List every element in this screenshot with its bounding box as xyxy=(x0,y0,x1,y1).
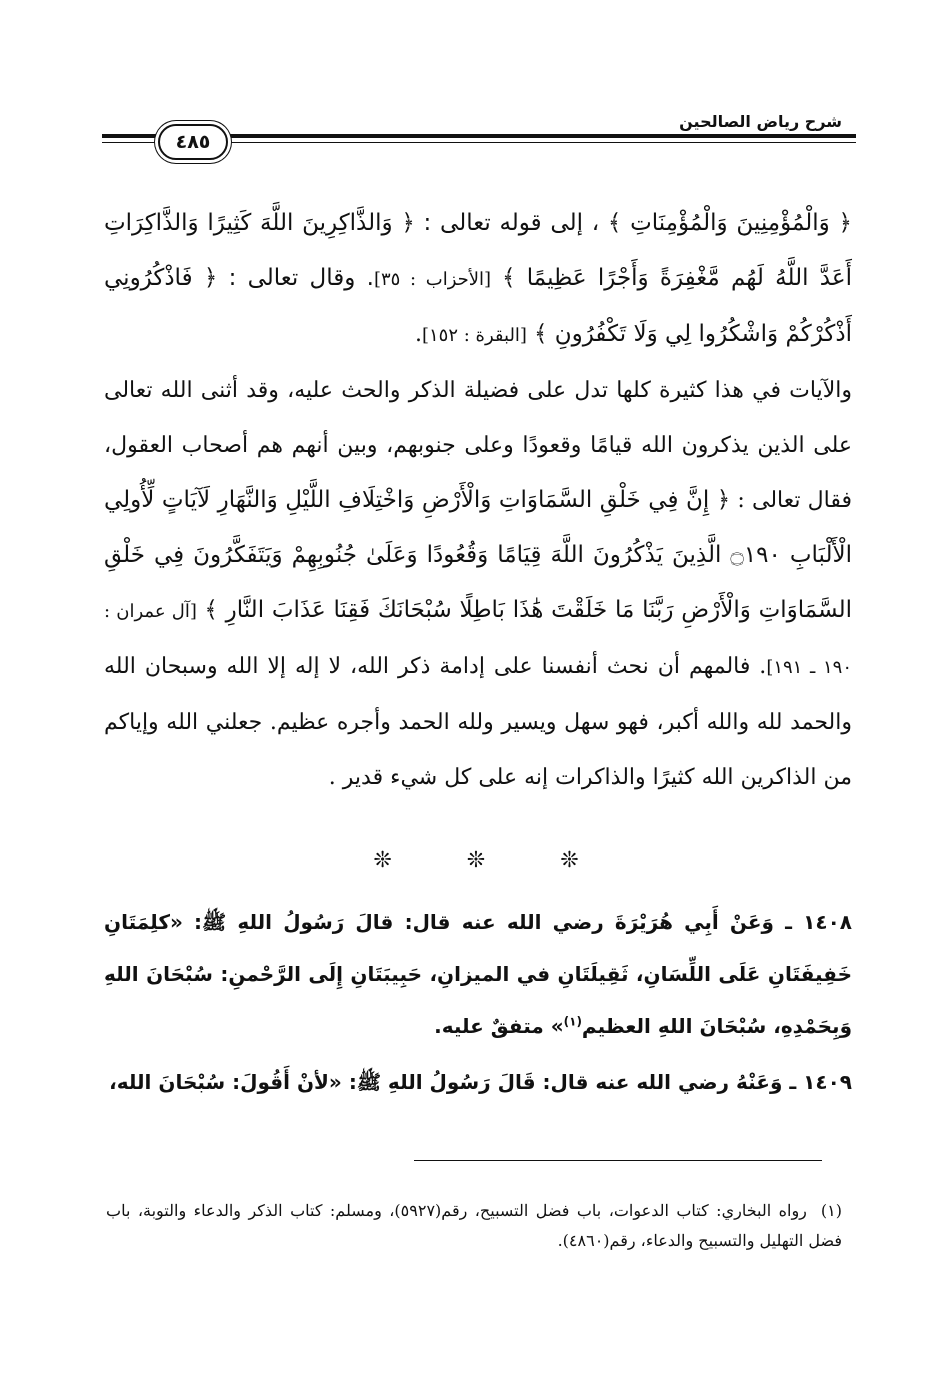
quran-verse: ﴿ وَالْمُؤْمِنِينَ وَالْمُؤْمِنَاتِ ﴾ ، إلى قوله تعالى : ﴿ وَالذَّاكِرِينَ اللَّهَ كَثِيرًا وَالذَّاكِرَاتِ أَعَدَّ اللَّهُ لَهُم مَّغْفِرَةً وَأَجْرًا عَظِيمًا ﴾ xyxy=(104,210,852,291)
verse-reference: [آل عمران : ١٩٠ ـ ١٩١] xyxy=(104,601,852,678)
paragraph-2 xyxy=(104,363,852,805)
page-number: ٤٨٥ xyxy=(158,124,228,160)
asterism-icon: ❊ xyxy=(373,848,392,873)
quran-verse: ﴿ إِنَّ فِي خَلْقِ السَّمَاوَاتِ وَالْأَرْضِ وَاخْتِلَافِ اللَّيْلِ وَالنَّهَارِ لَآيَاتٍ لِّأُولِي الْأَلْبَابِ ۝١٩٠ الَّذِينَ يَذْكُرُونَ اللَّهَ قِيَامًا وَقُعُودًا وَعَلَىٰ جُنُوبِهِمْ وَيَتَفَكَّرُونَ فِي خَلْقِ السَّمَاوَاتِ وَالْأَرْضِ رَبَّنَا مَا خَلَقْتَ هَٰذَا بَاطِلًا سُبْحَانَكَ فَقِنَا عَذَابَ النَّارِ ﴾ xyxy=(104,487,852,623)
period: . xyxy=(414,322,422,347)
asterism-icon: ❊ xyxy=(560,848,579,873)
quran-verse: . وقال تعالى : ﴿ فَاذْكُرُونِي أَذْكُرْكُمْ وَاشْكُرُوا لِي وَلَا تَكْفُرُونِ ﴾ xyxy=(104,265,852,347)
footnote-text: رواه البخاري: كتاب الدعوات، باب فضل التسبيح، رقم(٥٩٢٧)، ومسلم: كتاب الذكر والدعاء والتوبة، باب فضل التهليل والتسبيح والدعاء، رقم(٤٨٦٠). xyxy=(106,1201,842,1250)
commentary-text xyxy=(104,196,852,805)
running-title: شرح رياض الصالحين xyxy=(679,112,842,131)
footnote xyxy=(106,1196,842,1256)
verse-reference: [البقرة : ١٥٢] xyxy=(421,325,527,346)
hadith-tail: » متفقٌ عليه. xyxy=(434,1014,564,1038)
footnote-marker[interactable]: (١) xyxy=(563,1014,582,1029)
hadith-text: ١٤٠٩ ـ وَعَنْهُ رضي الله عنه قال: قَالَ رَسُولُ اللهِ ﷺ: «لأنْ أَقُولَ: سُبْحَانَ الله، xyxy=(109,1070,852,1094)
footnote-number: (١) xyxy=(820,1201,843,1220)
hadith-text: ١٤٠٨ ـ وَعَنْ أَبِي هُرَيْرَةَ رضي الله عنه قال: قالَ رَسُولُ اللهِ ﷺ: «كلِمَتَانِ خَفِيفَتَانِ عَلَى اللِّسَانِ، ثَقِيلَتَانِ في الميزانِ، حَبِيبَتَانِ إِلَى الرَّحْمنِ: سُبْحَانَ اللهِ وَبِحَمْدِهِ، سُبْحَانَ اللهِ العظيم xyxy=(104,910,852,1038)
verse-reference: [الأحزاب : ٣٥] xyxy=(373,269,492,290)
section-separator xyxy=(0,848,952,873)
asterism-icon: ❊ xyxy=(466,848,486,873)
hadith-1408 xyxy=(104,896,852,1052)
paragraph-1 xyxy=(104,196,852,363)
hadith-1409 xyxy=(104,1056,852,1108)
paragraph-text: والآيات في هذا كثيرة كلها تدل على فضيلة الذكر والحث عليه، وقد أثنى الله تعالى على الذين يذكرون الله قيامًا وقعودًا وعلى جنوبهم، وبين أنهم هم أصحاب العقول، فقال تعالى : xyxy=(104,378,852,513)
paragraph-text: . فالمهم أن نحث أنفسنا على إدامة ذكر الله، لا إله إلا الله وسبحان الله والحمد لله والله أكبر، فهو سهل ويسير ولله الحمد وأجره عظيم. جعلني الله وإياكم من الذاكرين الله كثيرًا والذاكرات إنه على كل شيء قدير . xyxy=(104,654,852,790)
footnote-rule xyxy=(414,1160,822,1161)
